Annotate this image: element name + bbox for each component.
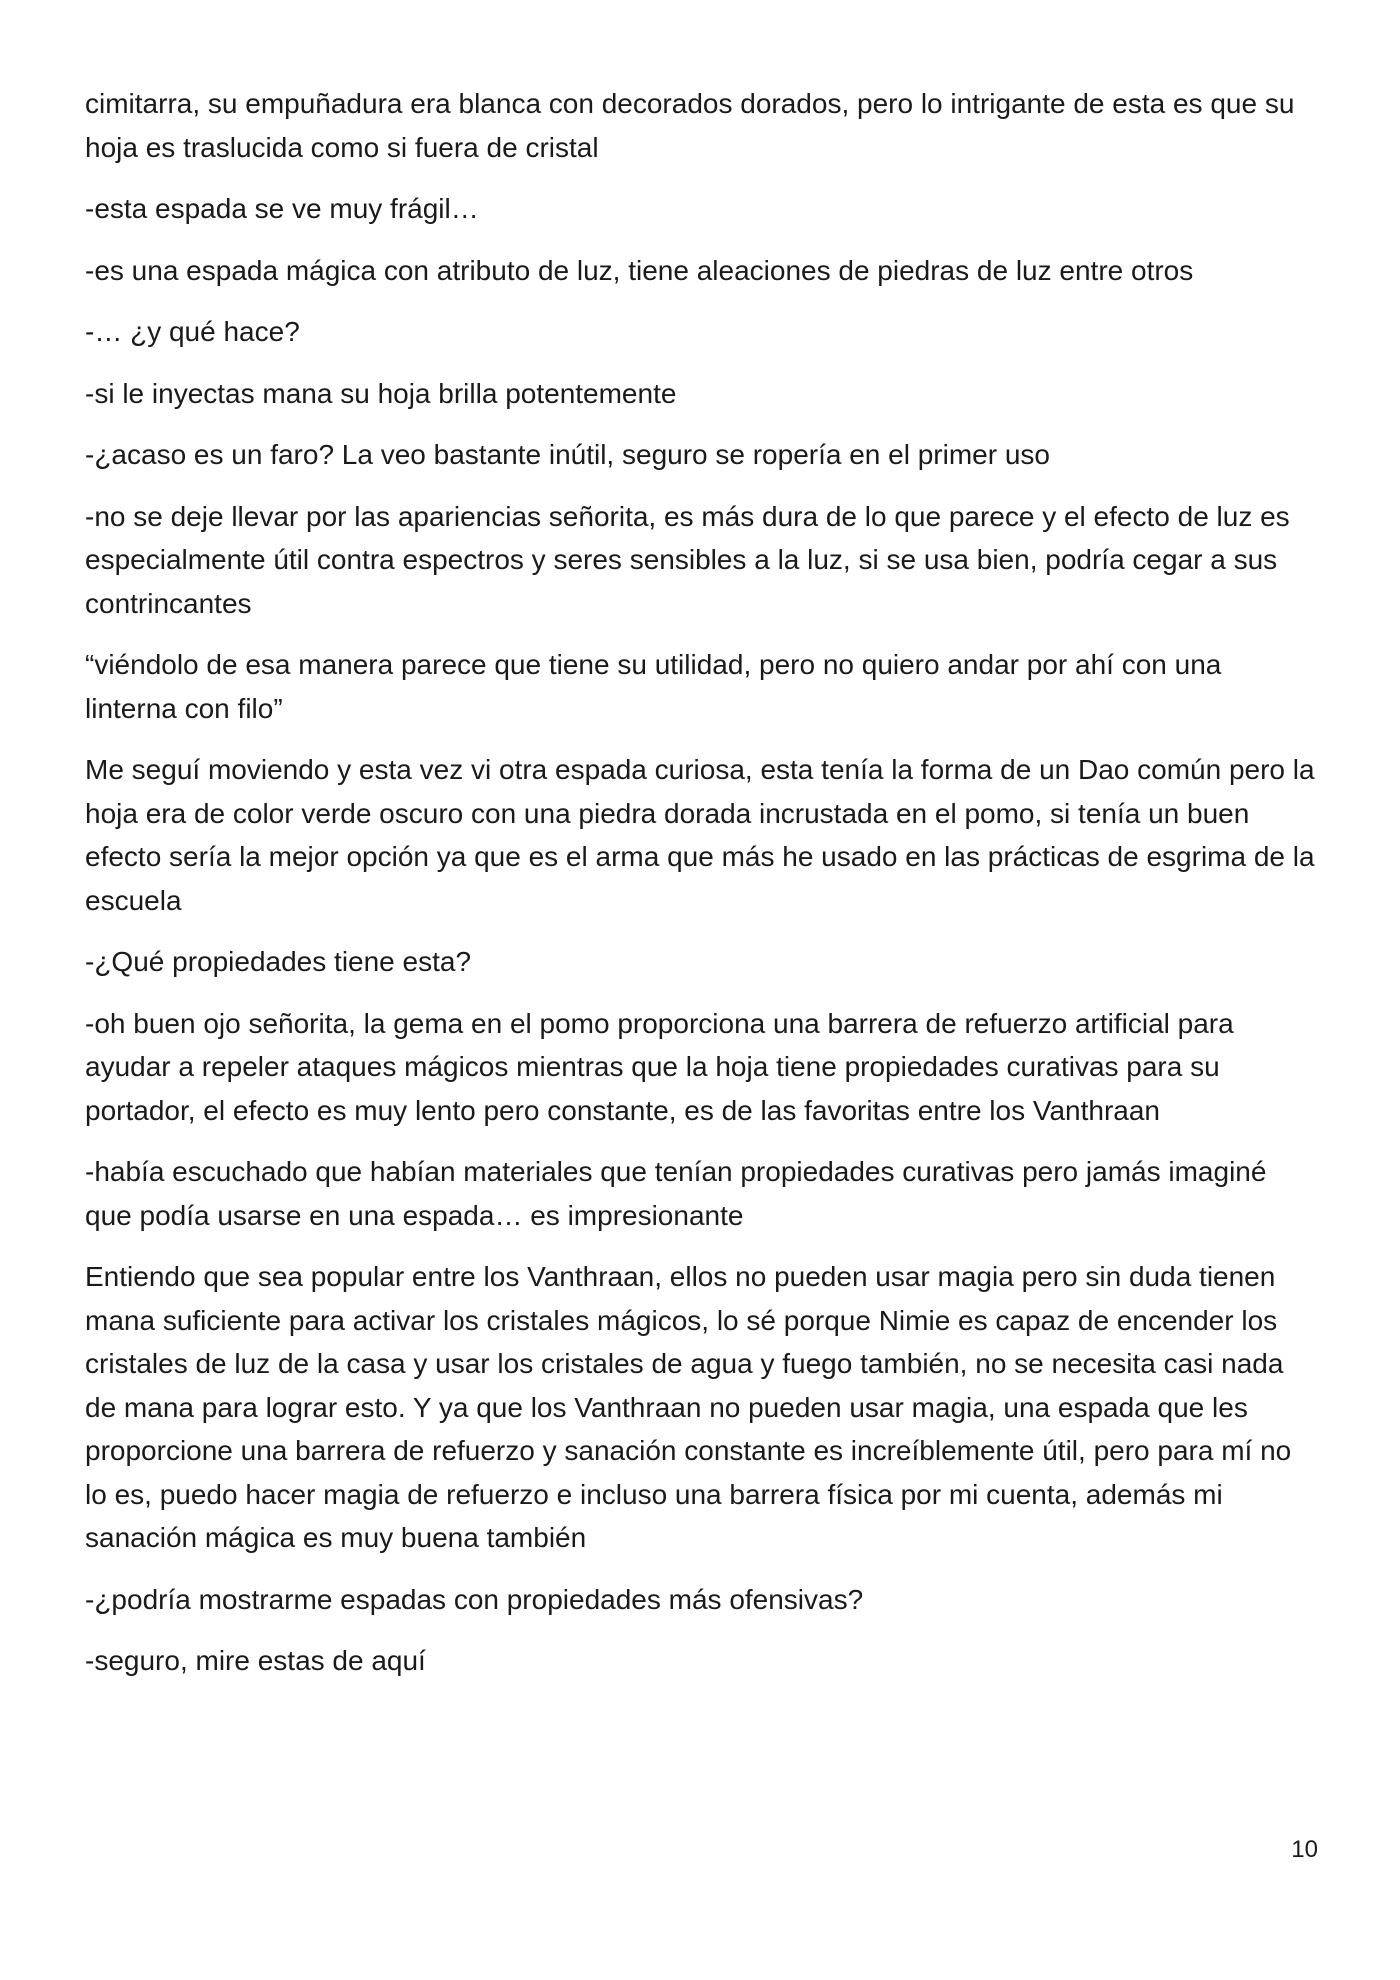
paragraph-3: -es una espada mágica con atributo de luz, tiene aleaciones de piedras de luz entre otros	[85, 254, 1194, 286]
paragraph-2: -esta espada se ve muy frágil…	[85, 193, 479, 224]
paragraph-1: cimitarra, su empuñadura era blanca con decorados dorados, pero lo intrigante de esta es que su hoja es traslucida como si fuera de cristal	[85, 88, 1295, 163]
paragraph-7: -no se deje llevar por las apariencias señorita, es más dura de lo que parece y el efecto de luz es especialmente útil contra espectros y seres sensibles a la luz, si se usa bien, podría cegar a sus contrincantes	[85, 500, 1290, 619]
paragraph-13: Entiendo que sea popular entre los Vanthraan, ellos no pueden usar magia pero sin duda tienen mana suficiente para activar los cristales mágicos, lo sé porque Nimie es capaz de encender los cristales de luz de la casa y usar los cristales de agua y fuego también, no se necesita casi nada de mana para lograr esto. Y ya que los Vanthraan no pueden usar magia, una espada que les proporcione una barrera de refuerzo y sanación constante es increíblemente útil, pero para mí no lo es, puedo hacer magia de refuerzo e incluso una barrera física por mi cuenta, además mi sanación mágica es muy buena también	[85, 1261, 1292, 1553]
paragraph-11: -oh buen ojo señorita, la gema en el pomo proporciona una barrera de refuerzo artificial para ayudar a repeler ataques mágicos mientras que la hoja tiene propiedades curativas para su portador, el efecto es muy lento pero constante, es de las favoritas entre los Vanthraan	[85, 1007, 1234, 1126]
paragraph-15: -seguro, mire estas de aquí	[85, 1645, 426, 1676]
paragraph-6: -¿acaso es un faro? La veo bastante inútil, seguro se ropería en el primer uso	[85, 439, 1050, 470]
paragraph-9: Me seguí moviendo y esta vez vi otra espada curiosa, esta tenía la forma de un Dao común pero la hoja era de color verde oscuro con una piedra dorada incrustada en el pomo, si tenía un buen efecto sería la mejor opción ya que es el arma que más he usado en las prácticas de esgrima de la escuela	[85, 754, 1315, 916]
page-number: 10	[1291, 1836, 1318, 1863]
body-text	[85, 82, 1317, 1701]
paragraph-10: -¿Qué propiedades tiene esta?	[85, 946, 472, 977]
paragraph-14: -¿podría mostrarme espadas con propiedades más ofensivas?	[85, 1583, 864, 1615]
paragraph-5: -si le inyectas mana su hoja brilla potentemente	[85, 377, 677, 409]
paragraph-12: -había escuchado que habían materiales que tenían propiedades curativas pero jamás imaginé que podía usarse en una espada… es impresionante	[85, 1156, 1267, 1231]
paragraph-8: “viéndolo de esa manera parece que tiene su utilidad, pero no quiero andar por ahí con una linterna con filo”	[85, 649, 1222, 724]
paragraph-4: -… ¿y qué hace?	[85, 316, 300, 347]
